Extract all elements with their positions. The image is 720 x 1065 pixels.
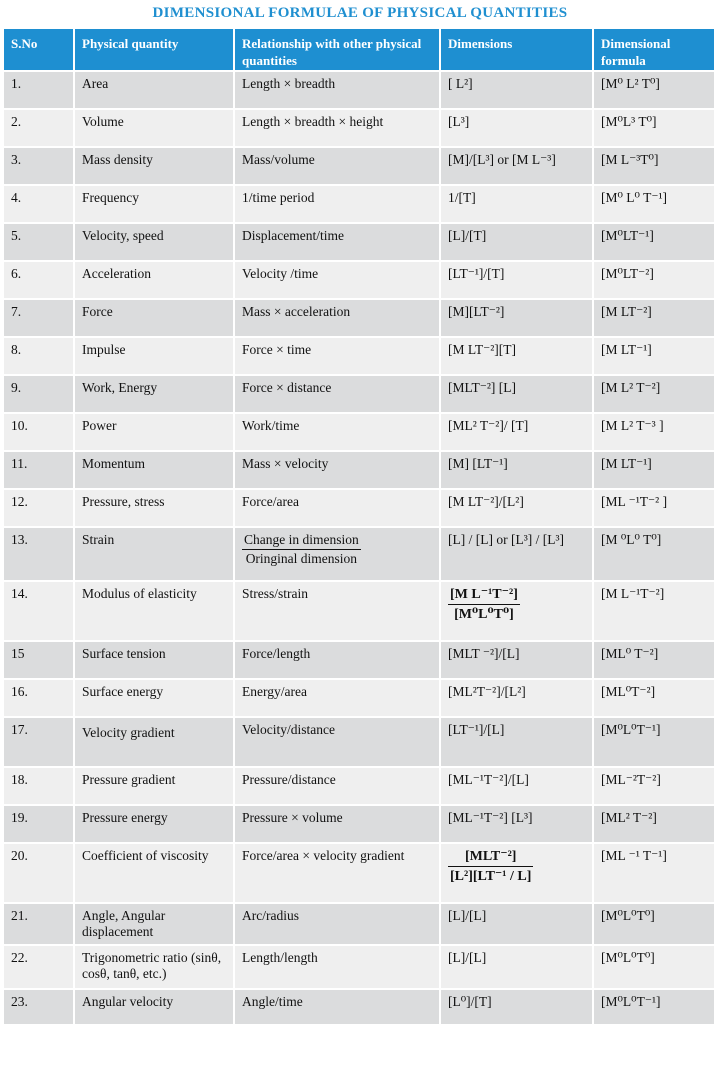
cell-sno: 15: [4, 642, 75, 680]
cell-relationship: Mass/volume: [235, 148, 441, 186]
cell-quantity: Strain: [75, 528, 235, 582]
cell-dimensions: [ML² T⁻²]/ [T]: [441, 414, 594, 452]
cell-relationship: Length × breadth × height: [235, 110, 441, 148]
cell-formula: [M⁰LT⁻¹]: [594, 224, 716, 262]
cell-formula: [M⁰L³ T⁰]: [594, 110, 716, 148]
cell-formula: [M⁰L⁰T⁻¹]: [594, 990, 716, 1026]
cell-dimensions: 1/[T]: [441, 186, 594, 224]
cell-sno: 2.: [4, 110, 75, 148]
cell-quantity: Angular velocity: [75, 990, 235, 1026]
cell-quantity: Surface energy: [75, 680, 235, 718]
table-row: [4, 224, 716, 262]
cell-formula: [M⁰LT⁻²]: [594, 262, 716, 300]
table-row: [4, 946, 716, 990]
cell-formula: [M L² T⁻²]: [594, 376, 716, 414]
table-row: [4, 72, 716, 110]
cell-formula: [ML⁰T⁻²]: [594, 680, 716, 718]
cell-relationship: Pressure × volume: [235, 806, 441, 844]
cell-quantity: Mass density: [75, 148, 235, 186]
table-row: [4, 490, 716, 528]
cell-formula: [M L² T⁻³ ]: [594, 414, 716, 452]
cell-formula: [ML⁰ T⁻²]: [594, 642, 716, 680]
cell-relationship: Force/area × velocity gradient: [235, 844, 441, 904]
cell-dimensions: [M LT⁻²]/[L²]: [441, 490, 594, 528]
cell-sno: 10.: [4, 414, 75, 452]
table-row: [4, 338, 716, 376]
table-row: [4, 806, 716, 844]
header-row: [4, 29, 716, 72]
cell-formula: [M L⁻³T⁰]: [594, 148, 716, 186]
cell-dimensions: [MLT⁻²] [L]: [441, 376, 594, 414]
cell-sno: 7.: [4, 300, 75, 338]
cell-dimensions: [L]/[L]: [441, 946, 594, 990]
cell-dimensions: [ML²T⁻²]/[L²]: [441, 680, 594, 718]
cell-formula: [M⁰L⁰T⁻¹]: [594, 718, 716, 768]
cell-formula: [ML ⁻¹ T⁻¹]: [594, 844, 716, 904]
modulus-fraction: [448, 586, 520, 623]
table-row: [4, 768, 716, 806]
cell-relationship: Force/length: [235, 642, 441, 680]
cell-formula: [M⁰ L² T⁰]: [594, 72, 716, 110]
cell-sno: 9.: [4, 376, 75, 414]
table-row: [4, 110, 716, 148]
cell-quantity: Force: [75, 300, 235, 338]
table-row: [4, 904, 716, 946]
cell-sno: 4.: [4, 186, 75, 224]
cell-dimensions: [LT⁻¹]/[T]: [441, 262, 594, 300]
cell-relationship: Pressure/distance: [235, 768, 441, 806]
cell-dimensions: [M]/[L³] or [M L⁻³]: [441, 148, 594, 186]
cell-dimensions: [L³]: [441, 110, 594, 148]
cell-relationship: Mass × velocity: [235, 452, 441, 490]
cell-dimensions: [441, 582, 594, 642]
cell-quantity: Impulse: [75, 338, 235, 376]
cell-formula: [ML ⁻¹T⁻² ]: [594, 490, 716, 528]
table-row: [4, 452, 716, 490]
fraction-numerator: Change in dimension: [242, 532, 361, 550]
cell-quantity: Power: [75, 414, 235, 452]
cell-quantity: Velocity gradient: [75, 718, 235, 768]
cell-quantity: Momentum: [75, 452, 235, 490]
cell-sno: 16.: [4, 680, 75, 718]
cell-sno: 1.: [4, 72, 75, 110]
cell-quantity: Volume: [75, 110, 235, 148]
cell-quantity: Velocity, speed: [75, 224, 235, 262]
cell-quantity: Angle, Angular displacement: [75, 904, 235, 946]
cell-relationship: Length/length: [235, 946, 441, 990]
strain-fraction: [242, 532, 361, 567]
header-physical-quantity: Physical quantity: [75, 29, 235, 72]
cell-dimensions: [M LT⁻²][T]: [441, 338, 594, 376]
table-row: [4, 718, 716, 768]
table-row: [4, 582, 716, 642]
table-row: [4, 414, 716, 452]
cell-relationship: Velocity /time: [235, 262, 441, 300]
fraction-numerator: [MLT⁻²]: [448, 848, 533, 867]
cell-relationship: Work/time: [235, 414, 441, 452]
table-row: [4, 990, 716, 1026]
viscosity-fraction: [448, 848, 533, 885]
cell-relationship: Displacement/time: [235, 224, 441, 262]
cell-dimensions: [L] / [L] or [L³] / [L³]: [441, 528, 594, 582]
cell-quantity: Coefficient of viscosity: [75, 844, 235, 904]
cell-sno: 8.: [4, 338, 75, 376]
fraction-denominator: [M⁰L⁰T⁰]: [454, 607, 514, 622]
cell-sno: 20.: [4, 844, 75, 904]
cell-quantity: Pressure, stress: [75, 490, 235, 528]
cell-sno: 12.: [4, 490, 75, 528]
cell-formula: [M L⁻¹T⁻²]: [594, 582, 716, 642]
cell-formula: [M ⁰L⁰ T⁰]: [594, 528, 716, 582]
table-row: [4, 262, 716, 300]
cell-formula: [M⁰L⁰T⁰]: [594, 946, 716, 990]
cell-relationship: Velocity/distance: [235, 718, 441, 768]
cell-sno: 13.: [4, 528, 75, 582]
table-row: [4, 148, 716, 186]
cell-dimensions: [M] [LT⁻¹]: [441, 452, 594, 490]
cell-formula: [M LT⁻²]: [594, 300, 716, 338]
cell-sno: 5.: [4, 224, 75, 262]
fraction-denominator: [L²][LT⁻¹ / L]: [450, 869, 532, 884]
cell-quantity: Trigonometric ratio (sinθ, cosθ, tanθ, etc.): [75, 946, 235, 990]
cell-relationship: Energy/area: [235, 680, 441, 718]
cell-relationship: Length × breadth: [235, 72, 441, 110]
cell-relationship: [235, 528, 441, 582]
cell-formula: [ML⁻²T⁻²]: [594, 768, 716, 806]
cell-dimensions: [L]/[T]: [441, 224, 594, 262]
cell-quantity: Pressure energy: [75, 806, 235, 844]
header-sno: S.No: [4, 29, 75, 72]
cell-relationship: Force × time: [235, 338, 441, 376]
cell-dimensions: [ML⁻¹T⁻²]/[L]: [441, 768, 594, 806]
table-row: [4, 844, 716, 904]
cell-dimensions: [M][LT⁻²]: [441, 300, 594, 338]
cell-formula: [M LT⁻¹]: [594, 452, 716, 490]
cell-sno: 21.: [4, 904, 75, 946]
cell-dimensions: [ L²]: [441, 72, 594, 110]
cell-relationship: Mass × acceleration: [235, 300, 441, 338]
cell-relationship: Force × distance: [235, 376, 441, 414]
cell-relationship: 1/time period: [235, 186, 441, 224]
cell-quantity: Area: [75, 72, 235, 110]
cell-sno: 19.: [4, 806, 75, 844]
header-dimensions: Dimensions: [441, 29, 594, 72]
cell-dimensions: [MLT ⁻²]/[L]: [441, 642, 594, 680]
cell-sno: 14.: [4, 582, 75, 642]
cell-sno: 18.: [4, 768, 75, 806]
fraction-denominator: Oringinal dimension: [245, 551, 358, 566]
cell-quantity: Work, Energy: [75, 376, 235, 414]
cell-quantity: Acceleration: [75, 262, 235, 300]
table-row: [4, 528, 716, 582]
cell-formula: [M⁰L⁰T⁰]: [594, 904, 716, 946]
cell-formula: [M⁰ L⁰ T⁻¹]: [594, 186, 716, 224]
cell-formula: [M LT⁻¹]: [594, 338, 716, 376]
table-row: [4, 376, 716, 414]
cell-dimensions: [L⁰]/[T]: [441, 990, 594, 1026]
cell-quantity: Modulus of elasticity: [75, 582, 235, 642]
cell-sno: 6.: [4, 262, 75, 300]
cell-relationship: Arc/radius: [235, 904, 441, 946]
cell-sno: 17.: [4, 718, 75, 768]
page-title: DIMENSIONAL FORMULAE OF PHYSICAL QUANTITIES: [152, 5, 568, 21]
dimensional-formulae-table: [4, 29, 716, 1026]
cell-dimensions: [L]/[L]: [441, 904, 594, 946]
cell-sno: 3.: [4, 148, 75, 186]
table-row: [4, 680, 716, 718]
cell-dimensions: [441, 844, 594, 904]
cell-formula: [ML² T⁻²]: [594, 806, 716, 844]
cell-relationship: Angle/time: [235, 990, 441, 1026]
cell-quantity: Pressure gradient: [75, 768, 235, 806]
table-row: [4, 186, 716, 224]
cell-dimensions: [LT⁻¹]/[L]: [441, 718, 594, 768]
header-dimensional-formula: Dimensional formula: [594, 29, 716, 72]
cell-quantity: Frequency: [75, 186, 235, 224]
cell-dimensions: [ML⁻¹T⁻²] [L³]: [441, 806, 594, 844]
fraction-numerator: [M L⁻¹T⁻²]: [448, 586, 520, 605]
cell-sno: 11.: [4, 452, 75, 490]
header-relationship: Relationship with other physical quantities: [235, 29, 441, 72]
cell-relationship: Force/area: [235, 490, 441, 528]
table-row: [4, 300, 716, 338]
cell-sno: 23.: [4, 990, 75, 1026]
cell-relationship: Stress/strain: [235, 582, 441, 642]
table-row: [4, 642, 716, 680]
cell-sno: 22.: [4, 946, 75, 990]
cell-quantity: Surface tension: [75, 642, 235, 680]
